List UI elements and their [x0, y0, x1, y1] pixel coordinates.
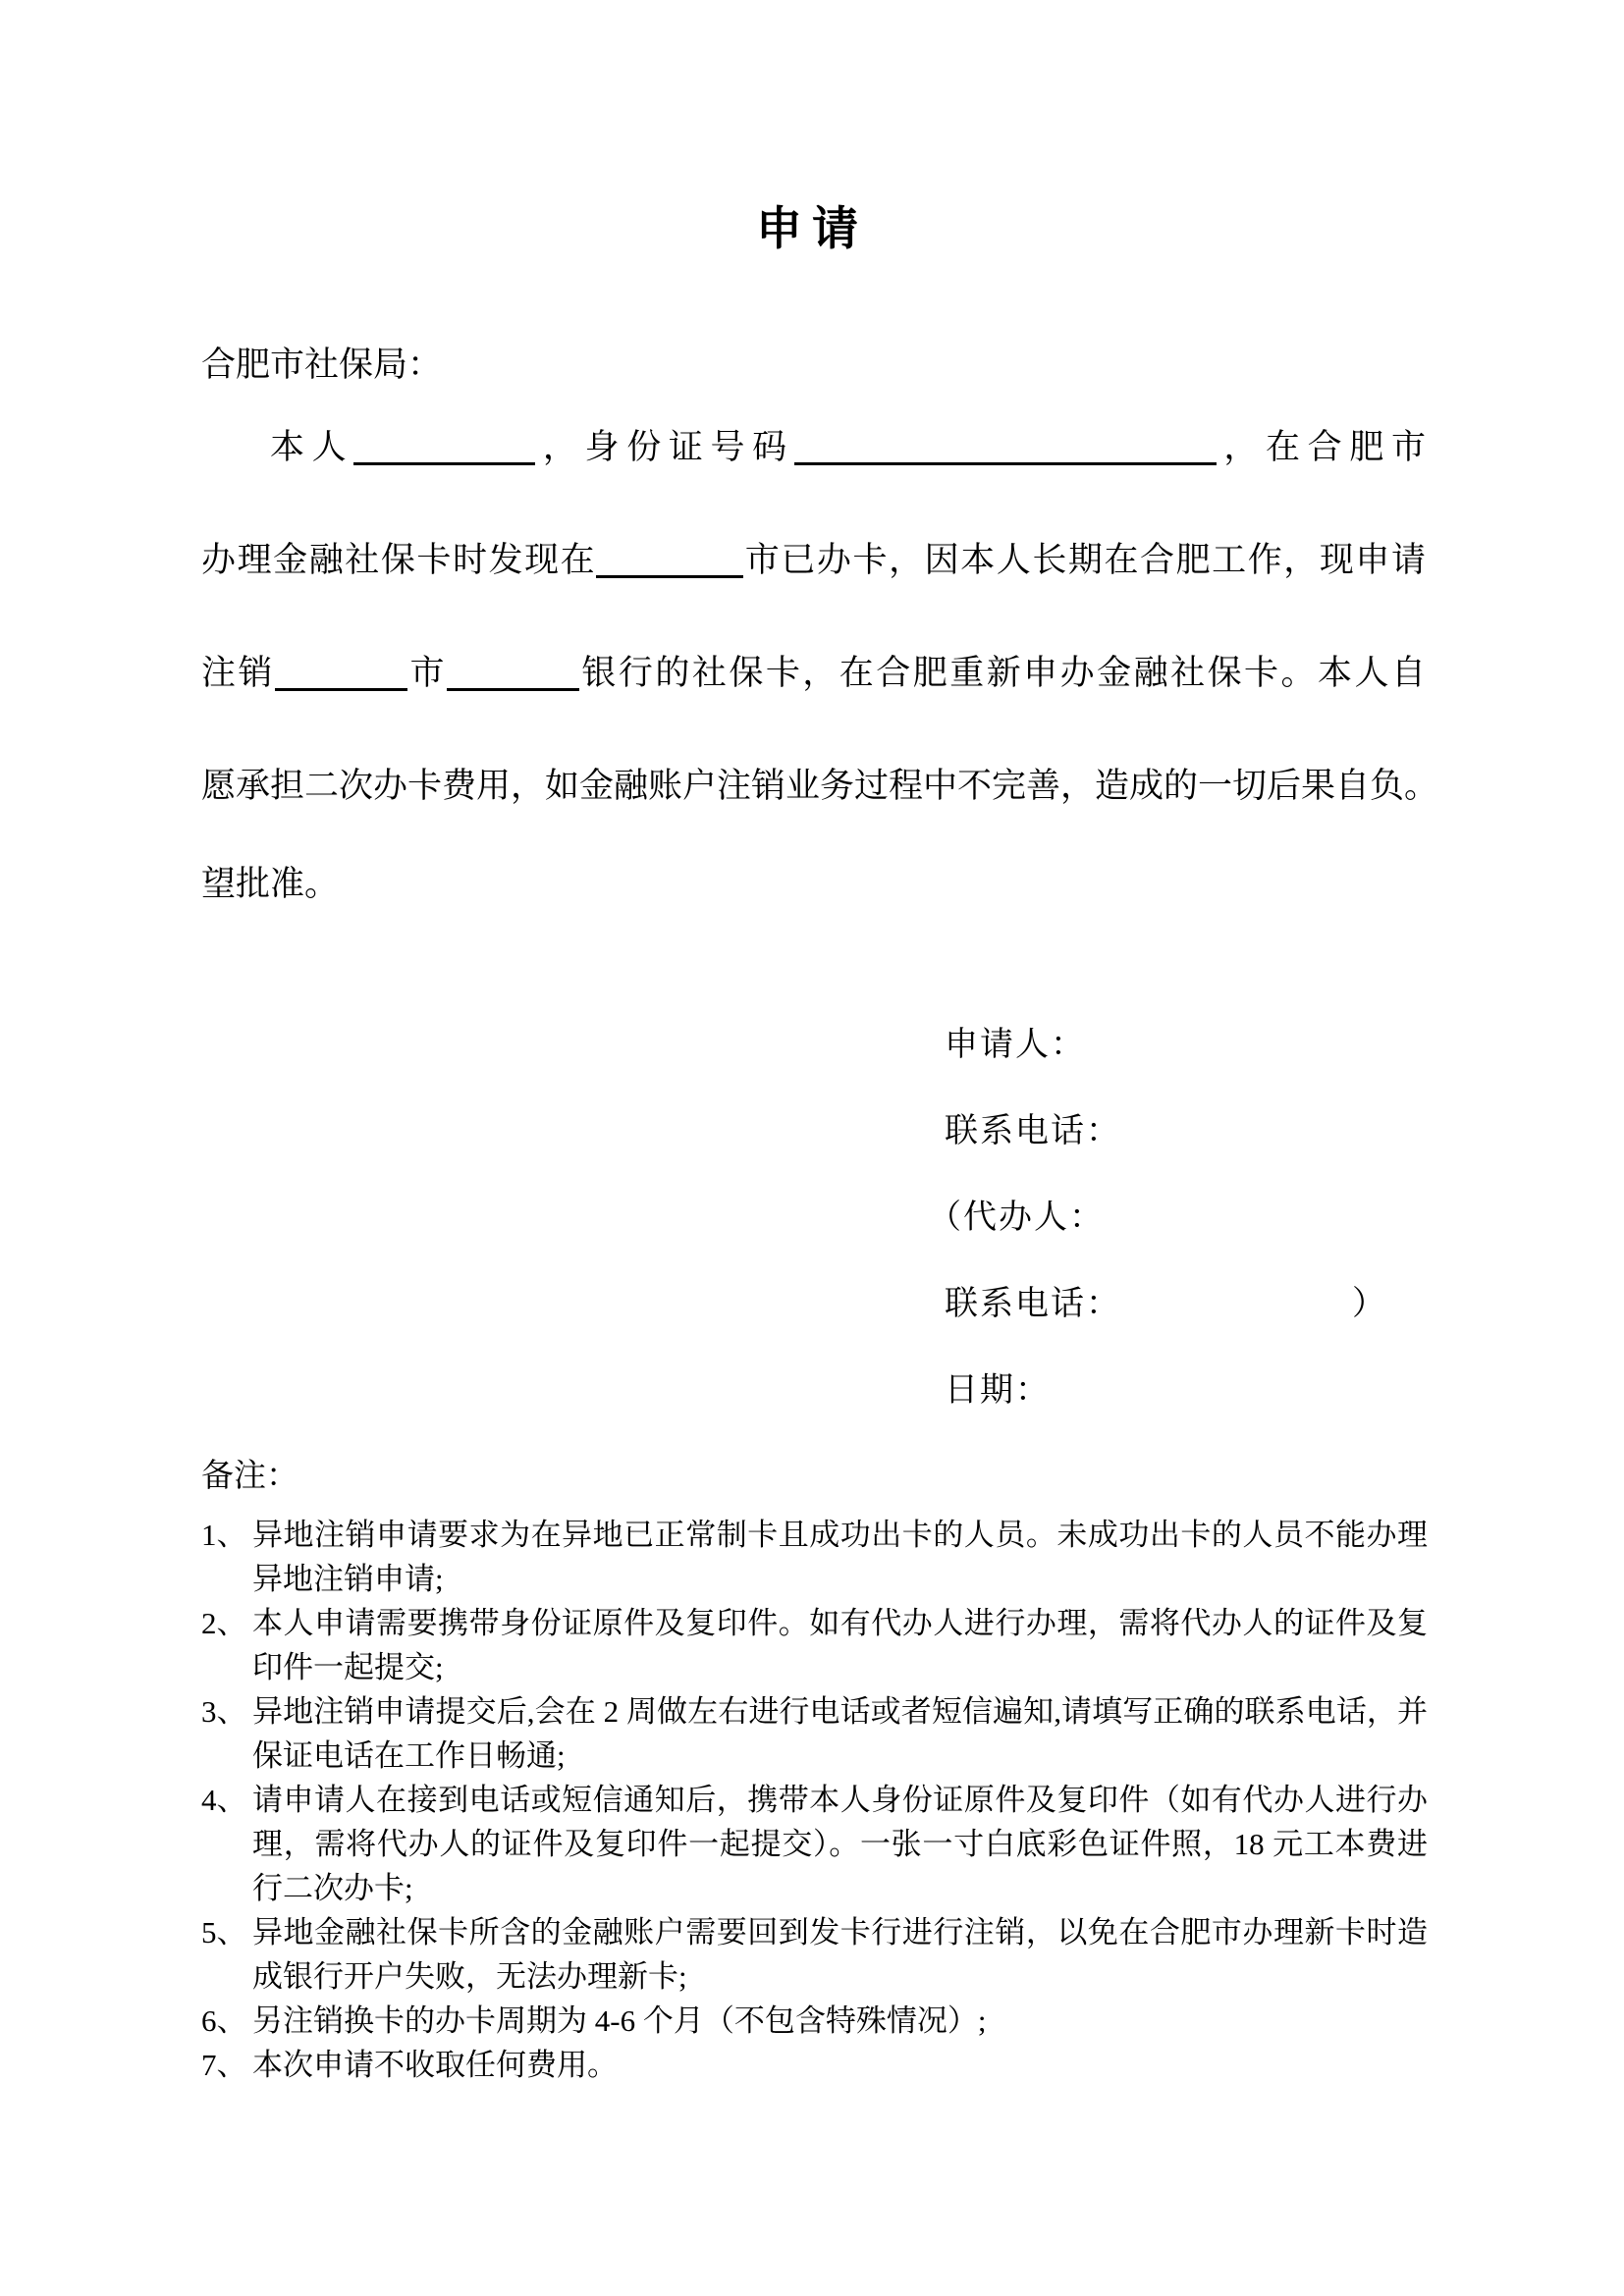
- note-number: 7、: [201, 2048, 247, 2082]
- blank-fill-in-field: [447, 674, 579, 691]
- notes-heading: 备注：: [201, 1459, 298, 1494]
- note-text: 异地注销申请提交后,会在 2 周做左右进行电话或者短信遍知,请填写正确的联系电话，并保证电话在工作日畅通;: [252, 1694, 1428, 1773]
- body-text: 银行的社保卡，在合肥重新申办金融社保卡。本人自: [578, 654, 1426, 692]
- body-text: 市: [406, 654, 447, 692]
- body-line: [201, 759, 1439, 872]
- body-text: 注销: [201, 654, 275, 692]
- note-text: 另注销换卡的办卡周期为 4-6 个月（不包含特殊情况）;: [252, 2003, 987, 2038]
- body-text: ，身份证号码: [535, 428, 794, 466]
- note-item: [201, 2043, 1428, 2087]
- signature-line: [945, 1017, 1387, 1103]
- note-item: [201, 1601, 1428, 1689]
- body-text: 本人: [270, 428, 354, 466]
- body-paragraph: [201, 420, 1439, 872]
- blank-fill-in-field: [596, 561, 743, 578]
- signature-block: [928, 1017, 1387, 1449]
- note-item: [201, 1910, 1428, 1999]
- notes-list: [201, 1513, 1428, 2087]
- note-item: [201, 1689, 1428, 1778]
- body-line: [201, 420, 1426, 533]
- note-number: 1、: [201, 1518, 247, 1552]
- note-number: 4、: [201, 1783, 247, 1817]
- body-line: [201, 533, 1426, 646]
- body-text: ，在合肥市: [1216, 428, 1426, 466]
- note-item: [201, 1513, 1428, 1601]
- closing-line: 望批准。: [201, 865, 340, 903]
- note-text: 本次申请不收取任何费用。: [252, 2048, 618, 2082]
- body-text: 办理金融社保卡时发现在: [201, 541, 597, 579]
- note-number: 3、: [201, 1694, 247, 1729]
- note-number: 6、: [201, 2003, 247, 2038]
- signature-line: [945, 1103, 1387, 1190]
- body-text: 愿承担二次办卡费用，如金融账户注销业务过程中不完善，造成的一切后果自负。: [201, 767, 1439, 805]
- signature-line: [945, 1362, 1387, 1449]
- salutation: 合肥市社保局：: [201, 346, 443, 384]
- note-item: [201, 1778, 1428, 1910]
- blank-fill-in-field: [275, 674, 407, 691]
- document-title: 申请: [756, 204, 868, 255]
- blank-fill-in-field: [353, 449, 535, 465]
- signature-label: 联系电话：: [945, 1113, 1121, 1149]
- signature-line: [945, 1276, 1387, 1362]
- blank-fill-in-field: [794, 449, 1217, 465]
- closing-parenthesis: ）: [1352, 1286, 1387, 1322]
- note-item: [201, 1999, 1428, 2043]
- signature-label: 申请人：: [945, 1027, 1086, 1063]
- signature-label: 日期：: [945, 1372, 1051, 1409]
- body-text: 市已办卡，因本人长期在合肥工作，现申请: [743, 541, 1426, 579]
- note-number: 5、: [201, 1915, 247, 1949]
- signature-label: 联系电话：: [945, 1286, 1121, 1322]
- note-text: 本人申请需要携带身份证原件及复印件。如有代办人进行办理，需将代办人的证件及复印件一起提交;: [252, 1606, 1428, 1684]
- signature-line: [928, 1190, 1387, 1276]
- note-text: 请申请人在接到电话或短信通知后，携带本人身份证原件及复印件（如有代办人进行办理，需将代办人的证件及复印件一起提交）。一张一寸白底彩色证件照，18 元工本费进行二次办卡;: [252, 1783, 1428, 1905]
- note-text: 异地金融社保卡所含的金融账户需要回到发卡行进行注销，以免在合肥市办理新卡时造成银行开户失败，无法办理新卡;: [252, 1915, 1428, 1994]
- signature-label: （代办人：: [928, 1200, 1105, 1236]
- body-line: [201, 646, 1426, 759]
- note-number: 2、: [201, 1606, 247, 1640]
- note-text: 异地注销申请要求为在异地已正常制卡且成功出卡的人员。未成功出卡的人员不能办理异地注销申请;: [252, 1518, 1428, 1596]
